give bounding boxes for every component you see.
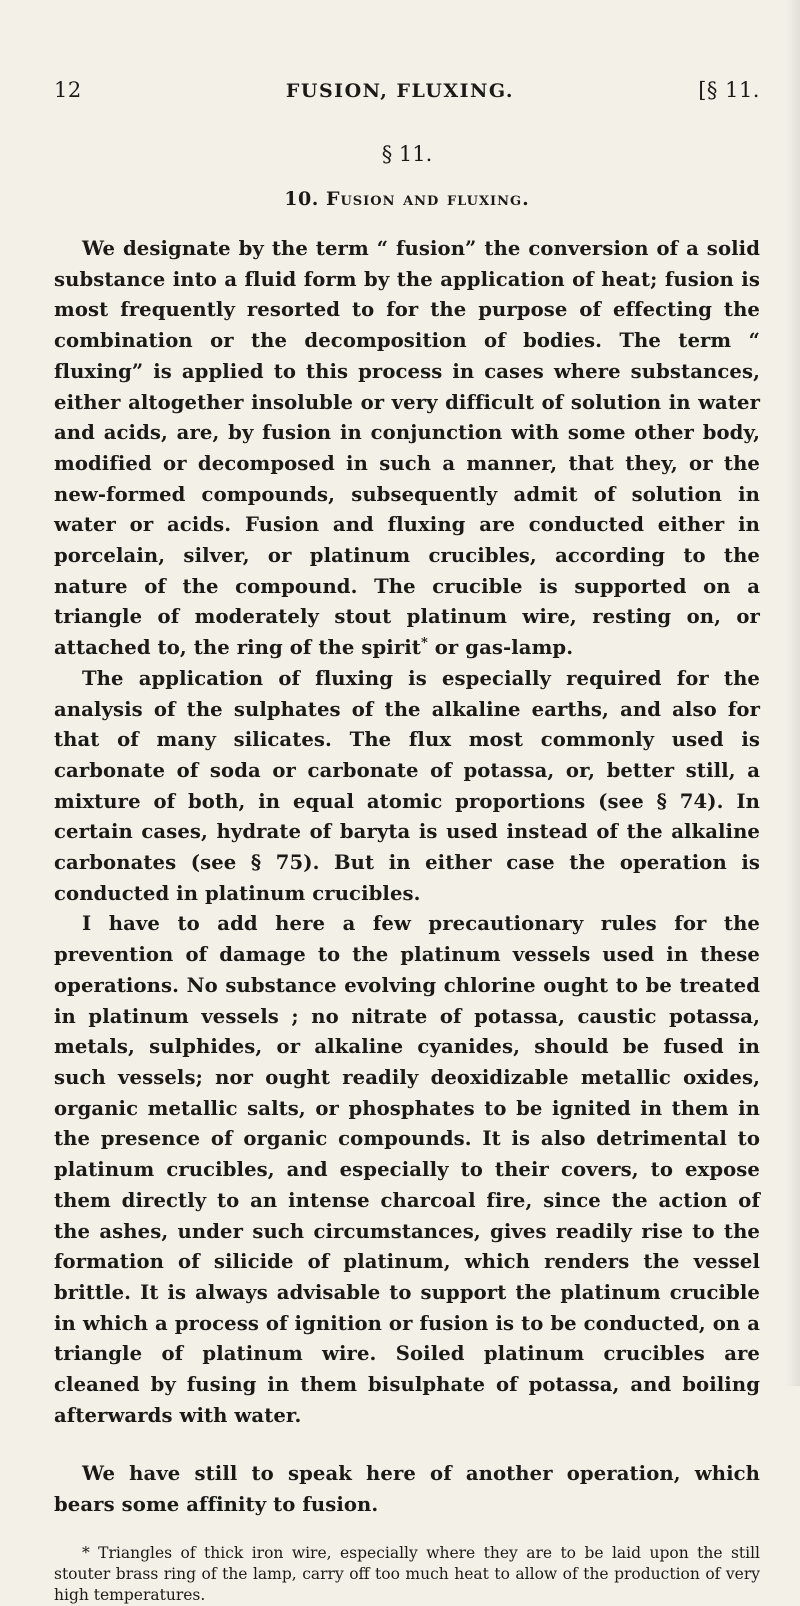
paragraph-another-operation: We have still to speak here of another operation, which bears some affinity to fusion.: [54, 1462, 760, 1517]
paragraph-fusion-definition: [54, 234, 760, 664]
running-head: [54, 78, 760, 102]
section-heading: § 11.: [381, 142, 433, 166]
paragraph-text-tail: or gas-lamp.: [427, 636, 574, 660]
chapter-title: Fusion and fluxing.: [325, 188, 530, 210]
chapter-heading: [54, 188, 760, 210]
paragraph-fluxing-application: The application of fluxing is especially required for the analysis of the sulphates of the alkaline earths, and also for that of many silicates. The flux most commonly used is carbonate of soda or carbonate of potassa, or, better still, a mixture of both, in equal atomic proportions (see § 74). In certain cases, hydrate of baryta is used instead of the alkaline carbonates (see § 75). But in either case the operation is conducted in platinum crucibles.: [54, 666, 760, 905]
page-edge-shadow: [786, 0, 800, 1386]
paragraph-text: We designate by the term “ fusion” the conversion of a solid substance into a fluid form by the application of heat; fusion is most frequently resorted to for the purpose of effecting the combination or the decomposition of bodies. The term “ fluxing” is applied to this process in cases where substances, either altogether insoluble or very difficult of solution in water and acids, are, by fusion in conjunction with some other body, modified or decomposed in such a manner, that they, or the new-formed compounds, subsequently admit of solution in water or acids. Fusion and fluxing are conducted either in porcelain, silver, or platinum crucibles, according to the nature of the compound. The crucible is supported on a triangle of moderately stout platinum wire, resting on, or attached to, the ring of the spirit: [54, 237, 760, 660]
page-number: 12: [54, 78, 82, 102]
chapter-number: 10.: [284, 188, 319, 210]
footnote-marker: *: [420, 635, 428, 651]
body-text: [54, 234, 760, 1521]
footnote: * Triangles of thick iron wire, especially where they are to be laid upon the still stouter brass ring of the lamp, carry off too much heat to allow of the production of very high temperatures.: [54, 1543, 760, 1604]
running-section-ref: [§ 11.: [698, 78, 760, 102]
paragraph-precautionary-rules: I have to add here a few precautionary rules for the prevention of damage to the platinum vessels used in these operations. No substance evolving chlorine ought to be treated in platinum vessels ; no nitrate of potassa, caustic potassa, metals, sulphides, or alkaline cyanides, should be fused in such vessels; nor ought readily deoxidizable metallic oxides, organic metallic salts, or phosphates to be ignited in them in the presence of organic compounds. It is also detrimental to platinum crucibles, and especially to their covers, to expose them directly to an intense charcoal fire, since the action of the ashes, under such circumstances, gives readily rise to the formation of silicide of platinum, which renders the vessel brittle. It is always advisable to support the platinum crucible in which a process of ignition or fusion is to be conducted, on a triangle of platinum wire. Soiled platinum crucibles are cleaned by fusing in them bisulphate of potassa, and boiling afterwards with water.: [54, 912, 760, 1427]
book-page: [54, 78, 760, 1606]
running-title: FUSION, FLUXING.: [285, 80, 515, 102]
